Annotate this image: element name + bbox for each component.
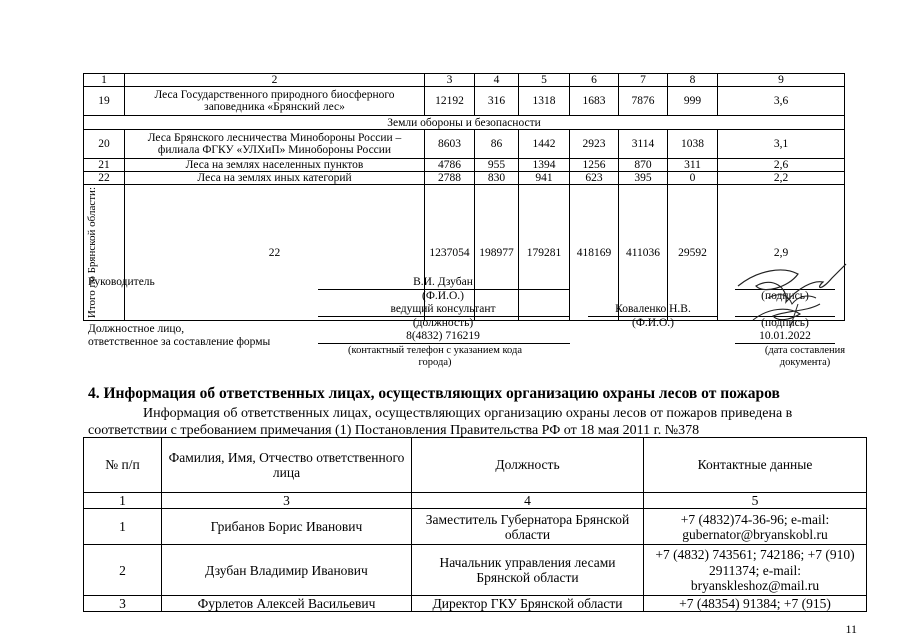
table-row [84, 130, 845, 159]
person-fio: Грибанов Борис Иванович [162, 509, 412, 545]
responsible-label-1: Должностное лицо, [88, 323, 185, 335]
table-row [84, 545, 867, 596]
t1-col-7: 7 [619, 74, 668, 87]
cell-value: 2,2 [718, 172, 845, 185]
total-label-cell [84, 185, 125, 321]
table2-colnum-row [84, 493, 867, 509]
cell-value: 1442 [519, 130, 570, 159]
colnum: 3 [162, 493, 412, 509]
cell-value: 999 [668, 87, 718, 116]
table2-header-row [84, 438, 867, 493]
table-row [84, 509, 867, 545]
section-title: Земли обороны и безопасности [84, 116, 845, 130]
cell-value: 1256 [570, 159, 619, 172]
row-name: Леса на землях населенных пунктов [125, 159, 425, 172]
t1-col-1: 1 [84, 74, 125, 87]
total-label: Итого по Брянской области: [86, 187, 98, 319]
cell-value: 955 [475, 159, 519, 172]
row-number: 3 [84, 596, 162, 612]
total-value: 2,9 [718, 185, 845, 321]
cell-value: 86 [475, 130, 519, 159]
cell-value: 8603 [425, 130, 475, 159]
responsible-name: Коваленко Н.В. [615, 303, 691, 315]
row-number: 21 [84, 159, 125, 172]
table-row [84, 159, 845, 172]
fio-caption-2: (Ф.И.О.) [632, 317, 674, 329]
person-contacts: +7 (4832)74-36-96; e-mail: gubernator@bryanskobl.ru [644, 509, 867, 545]
t1-col-8: 8 [668, 74, 718, 87]
cell-value: 2788 [425, 172, 475, 185]
head-label: Руководитель [88, 276, 155, 288]
person-contacts: +7 (4832) 743561; 742186; +7 (910) 2911374; e-mail: bryanskleshoz@mail.ru [644, 545, 867, 596]
row-name: Леса Брянского лесничества Минобороны России – филиала ФГКУ «УЛХиП» Минобороны России [125, 130, 425, 159]
underline [318, 343, 570, 344]
row-number: 19 [84, 87, 125, 116]
cell-value: 1394 [519, 159, 570, 172]
t1-col-2: 2 [125, 74, 425, 87]
row-name: Леса на землях иных категорий [125, 172, 425, 185]
header-fio: Фамилия, Имя, Отчество ответственного лица [162, 438, 412, 493]
date: 10.01.2022 [759, 330, 811, 342]
page-number: 11 [845, 622, 857, 636]
header-no: № п/п [84, 438, 162, 493]
total-value: 1237054 [425, 185, 475, 321]
person-position: Начальник управления лесами Брянской области [412, 545, 644, 596]
person-position: Заместитель Губернатора Брянской области [412, 509, 644, 545]
cell-value: 7876 [619, 87, 668, 116]
cell-value: 830 [475, 172, 519, 185]
colnum: 1 [84, 493, 162, 509]
row-number: 22 [84, 172, 125, 185]
row-number: 2 [84, 545, 162, 596]
table-row [84, 172, 845, 185]
cell-value: 316 [475, 87, 519, 116]
cell-value: 0 [668, 172, 718, 185]
t1-col-3: 3 [425, 74, 475, 87]
position: ведущий консультант [390, 303, 496, 315]
person-fio: Фурлетов Алексей Васильевич [162, 596, 412, 612]
t1-col-5: 5 [519, 74, 570, 87]
row-number: 20 [84, 130, 125, 159]
header-contacts: Контактные данные [644, 438, 867, 493]
cell-value: 3114 [619, 130, 668, 159]
t1-col-6: 6 [570, 74, 619, 87]
cell-value: 3,1 [718, 130, 845, 159]
table1-header-row [84, 74, 845, 87]
section-row [84, 116, 845, 130]
colnum: 4 [412, 493, 644, 509]
t1-col-9: 9 [718, 74, 845, 87]
row-number: 1 [84, 509, 162, 545]
date-caption-1: (дата составления [764, 345, 846, 356]
table-row [84, 596, 867, 612]
phone: 8(4832) 716219 [406, 330, 480, 342]
cell-value: 623 [570, 172, 619, 185]
podpis-caption: (подпись) [761, 290, 809, 302]
dolzhnost-caption: (должность) [412, 317, 474, 329]
table-row [84, 87, 845, 116]
section-heading: 4. Информация об ответственных лицах, осуществляющих организацию охраны лесов от пожаров [88, 385, 780, 402]
cell-value: 12192 [425, 87, 475, 116]
date-caption-2: документа) [779, 357, 831, 368]
total-value: 418169 [570, 185, 619, 321]
underline [735, 343, 835, 344]
section-intro: Информация об ответственных лицах, осуществляющих организацию охраны лесов от пожаров приведена в соответствии с требованием примечания (1) Постановления Правительства РФ от 18 мая 2011 г. №378 [88, 406, 793, 438]
person-position: Директор ГКУ Брянской области [412, 596, 644, 612]
cell-value: 2,6 [718, 159, 845, 172]
head-name: В.И. Дзубан [413, 276, 473, 288]
total-value: 411036 [619, 185, 668, 321]
total-value: 29592 [668, 185, 718, 321]
responsible-persons-table [83, 437, 867, 612]
colnum: 5 [644, 493, 867, 509]
row-name: Леса Государственного природного биосферного заповедника «Брянский лес» [125, 87, 425, 116]
cell-value: 2923 [570, 130, 619, 159]
total-value: 179281 [519, 185, 570, 321]
header-position: Должность [412, 438, 644, 493]
signature-image [728, 258, 858, 333]
cell-value: 941 [519, 172, 570, 185]
total-value: 198977 [475, 185, 519, 321]
podpis-caption-2: (подпись) [761, 317, 809, 329]
fio-caption: (Ф.И.О.) [422, 290, 464, 302]
t1-col-4: 4 [475, 74, 519, 87]
cell-value: 1318 [519, 87, 570, 116]
person-fio: Дзубан Владимир Иванович [162, 545, 412, 596]
person-contacts: +7 (48354) 91384; +7 (915) [644, 596, 867, 612]
cell-value: 395 [619, 172, 668, 185]
cell-value: 4786 [425, 159, 475, 172]
cell-value: 311 [668, 159, 718, 172]
cell-value: 870 [619, 159, 668, 172]
responsible-label-2: ответственное за составление формы [88, 336, 271, 348]
phone-caption: (контактный телефон с указанием кода города) [348, 345, 522, 368]
cell-value: 1683 [570, 87, 619, 116]
cell-value: 1038 [668, 130, 718, 159]
cell-value: 3,6 [718, 87, 845, 116]
total-name: 22 [125, 185, 425, 321]
